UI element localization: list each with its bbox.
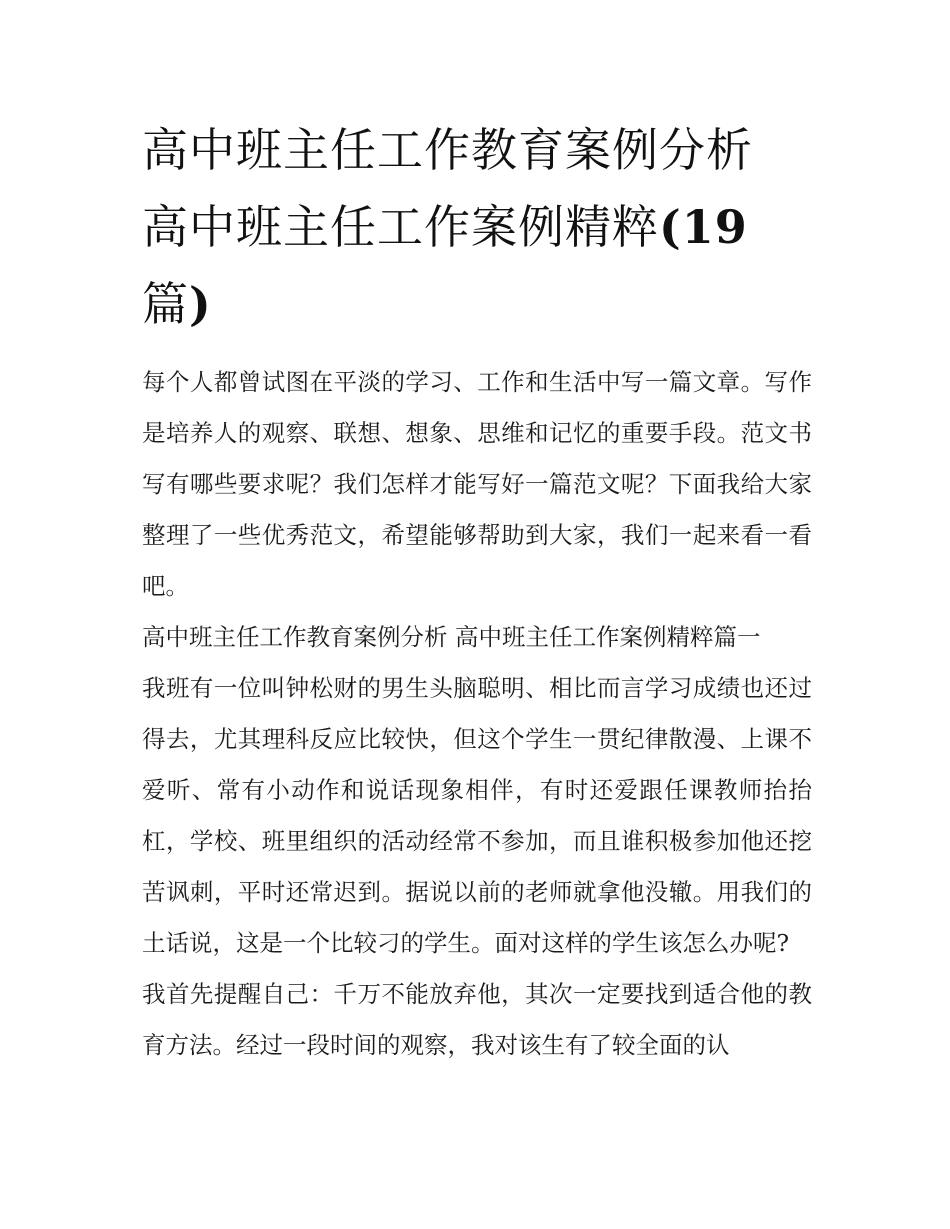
response-paragraph: 我首先提醒自己：千万不能放弃他，其次一定要找到适合他的教育方法。经过一段时间的观察，我对该生有了较全面的认 — [142, 980, 812, 1059]
intro-paragraph: 每个人都曾试图在平淡的学习、工作和生活中写一篇文章。写作是培养人的观察、联想、想象、思维和记忆的重要手段。范文书写有哪些要求呢？我们怎样才能写好一篇范文呢？下面我给大家整理了一些优秀范文，希望能够帮助到大家，我们一起来看一看吧。 — [142, 368, 812, 600]
title-line-2-count: (19 — [659, 200, 748, 254]
case-paragraph: 我班有一位叫钟松财的男生头脑聪明、相比而言学习成绩也还过得去，尤其理科反应比较快，但这个学生一贯纪律散漫、上课不爱听、常有小动作和说话现象相伴，有时还爱跟任课教师抬抬杠，学校、班里组织的活动经常不参加，而且谁积极参加他还挖苦讽刺，平时还常迟到。据说以前的老师就拿他没辙。用我们的土话说，这是一个比较刁的学生。面对这样的学生该怎么办呢? — [142, 674, 812, 957]
title-line-3-text: 篇 — [142, 277, 189, 331]
title-line-2 — [142, 189, 812, 266]
section-heading: 高中班主任工作教育案例分析 高中班主任工作案例精粹篇一 — [142, 623, 761, 651]
document-title — [142, 112, 812, 343]
title-line-3-paren: ) — [189, 277, 212, 331]
document-content — [142, 112, 812, 1071]
title-line-1: 高中班主任工作教育案例分析 — [142, 123, 753, 177]
title-line-3 — [142, 266, 812, 343]
title-line-2-text: 高中班主任工作案例精粹 — [142, 200, 659, 254]
document-body — [142, 357, 812, 1071]
